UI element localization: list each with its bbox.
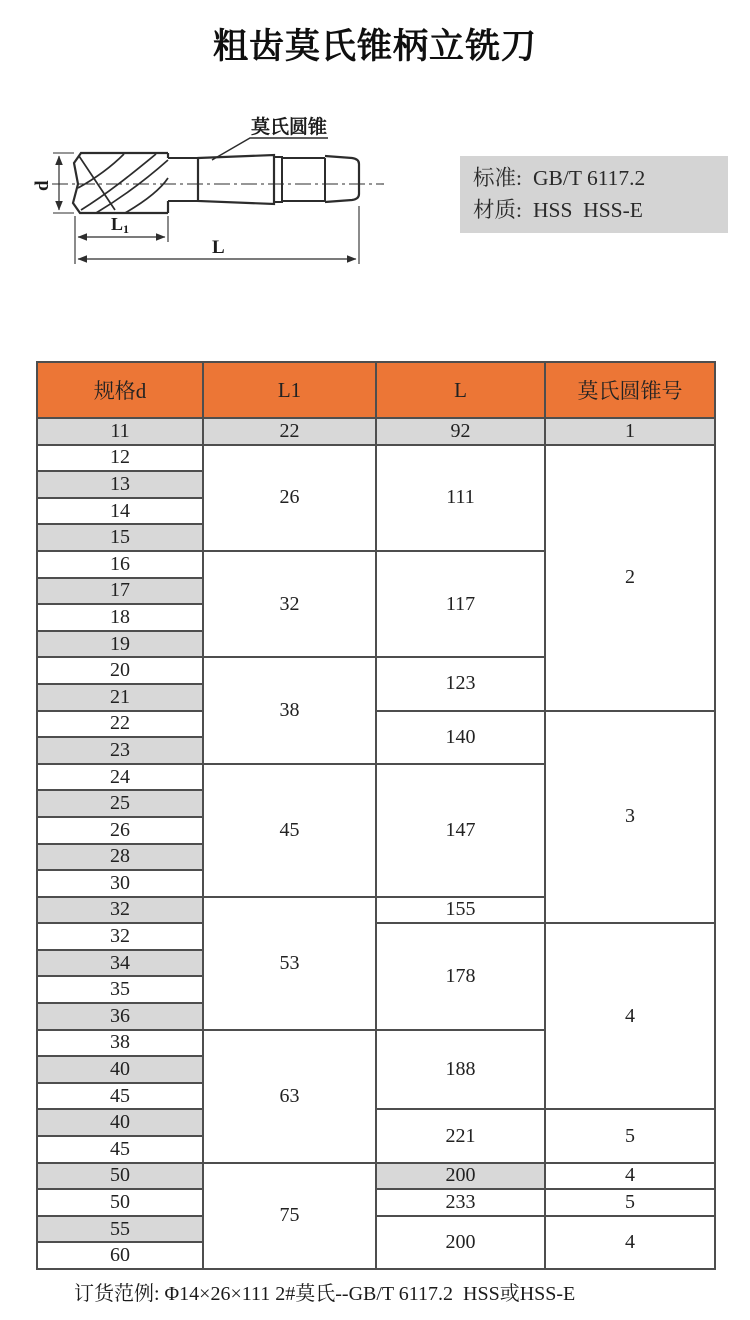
cell-spec-d: 32: [37, 897, 203, 924]
spec-table-body: [37, 418, 715, 1269]
cell-l: 117: [376, 551, 545, 657]
standard-label: 标准:: [473, 166, 522, 190]
cell-spec-d: 22: [37, 711, 203, 738]
cell-spec-d: 28: [37, 844, 203, 871]
cell-l1: 32: [203, 551, 376, 657]
standard-line: [473, 162, 728, 194]
table-row: [37, 1163, 715, 1190]
cell-morse-number: 3: [545, 711, 715, 924]
dimension-d-label: d: [32, 180, 53, 191]
cell-l: 92: [376, 418, 545, 445]
order-example-text: 订货范例: Φ14×26×111 2#莫氏--GB/T 6117.2 HSS或HSS-E: [74, 1283, 576, 1305]
standard-value: GB/T 6117.2: [532, 166, 646, 190]
cell-spec-d: 23: [37, 737, 203, 764]
cell-l1: 75: [203, 1163, 376, 1269]
cell-spec-d: 60: [37, 1242, 203, 1269]
spec-box: [460, 156, 728, 233]
cell-spec-d: 18: [37, 604, 203, 631]
cell-l: 200: [376, 1163, 545, 1190]
cell-l: 111: [376, 445, 545, 551]
table-row: [37, 923, 715, 950]
cell-l: 221: [376, 1109, 545, 1162]
table-header-row: [37, 362, 715, 418]
cell-l1: 22: [203, 418, 376, 445]
cell-morse-number: 4: [545, 1216, 715, 1269]
table-row: [37, 711, 715, 738]
dimension-l1-label: L: [111, 214, 124, 234]
cell-l1: 53: [203, 897, 376, 1030]
cell-l: 188: [376, 1030, 545, 1110]
cell-spec-d: 30: [37, 870, 203, 897]
dimension-l-label: L: [212, 237, 225, 258]
cell-spec-d: 25: [37, 790, 203, 817]
table-row: [37, 418, 715, 445]
material-line: [473, 194, 728, 226]
material-label: 材质:: [473, 198, 522, 222]
cell-l: 123: [376, 657, 545, 710]
page-title: 粗齿莫氏锥柄立铣刀: [212, 27, 537, 66]
cell-spec-d: 55: [37, 1216, 203, 1243]
morse-taper-callout-label: 莫氏圆锥: [251, 117, 328, 138]
cell-spec-d: 15: [37, 524, 203, 551]
cell-l1: 63: [203, 1030, 376, 1163]
cell-l: 140: [376, 711, 545, 764]
cell-l: 200: [376, 1216, 545, 1269]
cell-spec-d: 11: [37, 418, 203, 445]
cell-spec-d: 40: [37, 1056, 203, 1083]
morse-taper-callout: [212, 115, 328, 160]
cell-l: 233: [376, 1189, 545, 1216]
col-header-l1: L1: [203, 362, 376, 418]
cell-spec-d: 50: [37, 1163, 203, 1190]
cell-spec-d: 24: [37, 764, 203, 791]
cell-morse-number: 5: [545, 1109, 715, 1162]
cell-spec-d: 21: [37, 684, 203, 711]
table-row: [37, 1189, 715, 1216]
cell-spec-d: 45: [37, 1083, 203, 1110]
material-value: HSS HSS-E: [532, 198, 643, 222]
cell-morse-number: 4: [545, 1163, 715, 1190]
dimension-l1-subscript: 1: [123, 222, 129, 236]
cell-spec-d: 20: [37, 657, 203, 684]
cell-morse-number: 1: [545, 418, 715, 445]
cell-l1: 38: [203, 657, 376, 763]
dimension-d: [32, 153, 74, 213]
cell-spec-d: 14: [37, 498, 203, 525]
cutter-silhouette: [73, 153, 359, 213]
cell-spec-d: 36: [37, 1003, 203, 1030]
table-row: [37, 1109, 715, 1136]
col-header-l: L: [376, 362, 545, 418]
cell-spec-d: 13: [37, 471, 203, 498]
cell-spec-d: 38: [37, 1030, 203, 1057]
cell-spec-d: 26: [37, 817, 203, 844]
cell-l: 178: [376, 923, 545, 1029]
dimension-l1: [75, 214, 168, 264]
cell-l1: 26: [203, 445, 376, 551]
cell-spec-d: 45: [37, 1136, 203, 1163]
col-header-spec-d: 规格d: [37, 362, 203, 418]
cell-l: 155: [376, 897, 545, 924]
cell-spec-d: 16: [37, 551, 203, 578]
cell-spec-d: 32: [37, 923, 203, 950]
cell-spec-d: 34: [37, 950, 203, 977]
col-header-morse-number: 莫氏圆锥号: [545, 362, 715, 418]
cell-spec-d: 50: [37, 1189, 203, 1216]
cell-spec-d: 19: [37, 631, 203, 658]
cell-morse-number: 2: [545, 445, 715, 711]
table-row: [37, 1216, 715, 1243]
cell-spec-d: 17: [37, 578, 203, 605]
cell-morse-number: 4: [545, 923, 715, 1109]
cell-l1: 45: [203, 764, 376, 897]
cell-spec-d: 40: [37, 1109, 203, 1136]
cell-spec-d: 12: [37, 445, 203, 472]
cell-morse-number: 5: [545, 1189, 715, 1216]
spec-table: [36, 361, 716, 1270]
cell-l: 147: [376, 764, 545, 897]
end-mill-technical-drawing: [22, 96, 446, 286]
cell-spec-d: 35: [37, 976, 203, 1003]
table-row: [37, 445, 715, 472]
